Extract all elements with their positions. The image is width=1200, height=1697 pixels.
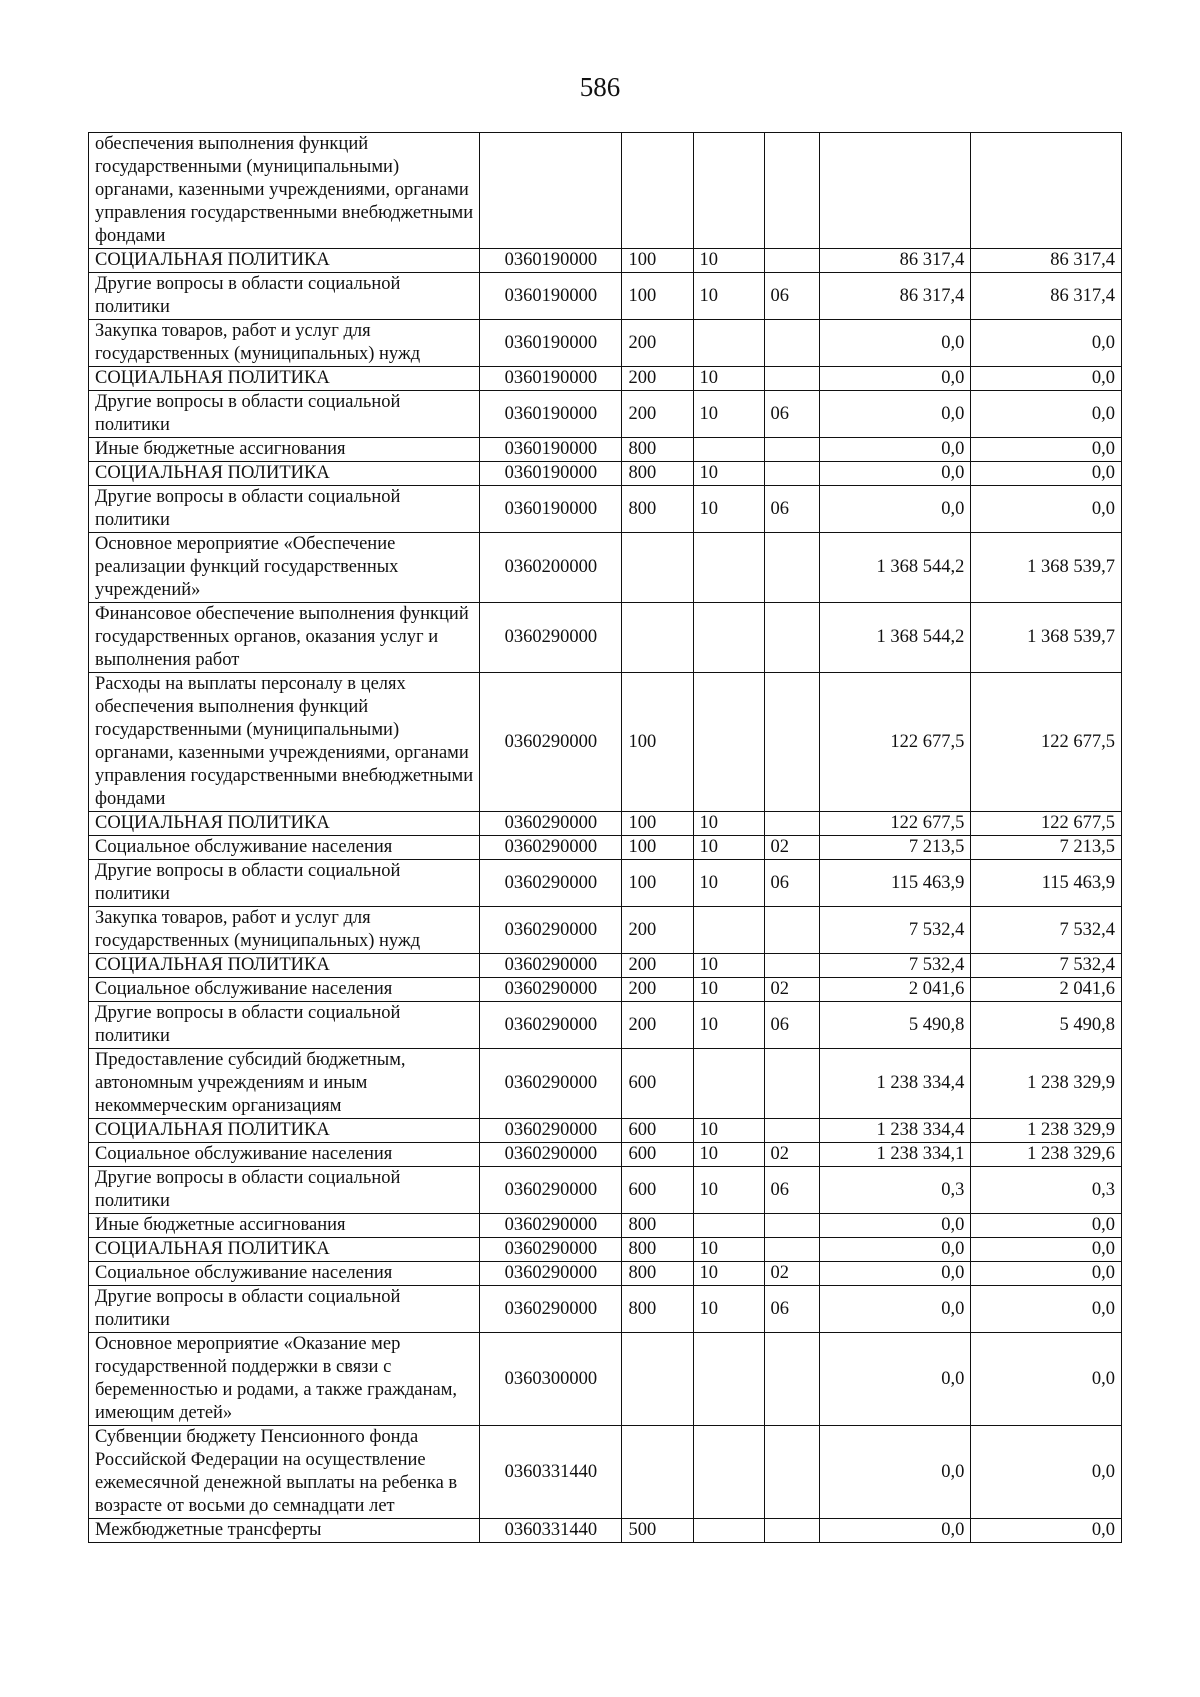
amount-1-cell: 7 532,4: [819, 954, 971, 978]
table-row: [89, 1214, 1122, 1238]
row-name-cell: СОЦИАЛЬНАЯ ПОЛИТИКА: [89, 462, 480, 486]
amount-1-cell: 86 317,4: [819, 273, 971, 320]
amount-2-cell: 0,0: [971, 462, 1122, 486]
expense-type-cell: 100: [622, 249, 693, 273]
amount-1-cell: 86 317,4: [819, 249, 971, 273]
expense-type-cell: [622, 603, 693, 673]
amount-1-cell: 0,0: [819, 1426, 971, 1519]
row-name-cell: Другие вопросы в области социальной политики: [89, 1002, 480, 1049]
amount-1-cell: 122 677,5: [819, 673, 971, 812]
amount-2-cell: 0,0: [971, 391, 1122, 438]
amount-2-cell: 0,0: [971, 1286, 1122, 1333]
section-cell: 10: [693, 1119, 764, 1143]
expense-type-cell: 200: [622, 320, 693, 367]
expense-type-cell: 600: [622, 1167, 693, 1214]
table-row: [89, 533, 1122, 603]
subsection-cell: [764, 1049, 819, 1119]
table-row: [89, 1262, 1122, 1286]
section-cell: 10: [693, 1167, 764, 1214]
subsection-cell: [764, 1426, 819, 1519]
expense-type-cell: 600: [622, 1143, 693, 1167]
expense-type-cell: [622, 533, 693, 603]
expense-type-cell: 500: [622, 1519, 693, 1543]
amount-2-cell: 0,0: [971, 1519, 1122, 1543]
target-article-cell: [480, 133, 622, 249]
row-name-cell: Субвенции бюджету Пенсионного фонда Российской Федерации на осуществление ежемесячной денежной выплаты на ребенка в возрасте от восьми до семнадцати лет: [89, 1426, 480, 1519]
table-row: [89, 249, 1122, 273]
subsection-cell: 06: [764, 486, 819, 533]
subsection-cell: 02: [764, 978, 819, 1002]
expense-type-cell: 800: [622, 462, 693, 486]
subsection-cell: [764, 954, 819, 978]
row-name-cell: СОЦИАЛЬНАЯ ПОЛИТИКА: [89, 954, 480, 978]
section-cell: 10: [693, 1143, 764, 1167]
row-name-cell: Основное мероприятие «Оказание мер государственной поддержки в связи с беременностью и родами, а также гражданам, имеющим детей»: [89, 1333, 480, 1426]
subsection-cell: 06: [764, 1286, 819, 1333]
section-cell: 10: [693, 249, 764, 273]
section-cell: 10: [693, 1238, 764, 1262]
row-name-cell: обеспечения выполнения функций государственными (муниципальными) органами, казенными учреждениями, органами управления государственными внебюджетными фондами: [89, 133, 480, 249]
section-cell: 10: [693, 1262, 764, 1286]
expense-type-cell: 200: [622, 391, 693, 438]
expense-type-cell: 600: [622, 1119, 693, 1143]
row-name-cell: Другие вопросы в области социальной политики: [89, 273, 480, 320]
amount-1-cell: 7 532,4: [819, 907, 971, 954]
row-name-cell: СОЦИАЛЬНАЯ ПОЛИТИКА: [89, 1238, 480, 1262]
expense-type-cell: 100: [622, 836, 693, 860]
section-cell: [693, 133, 764, 249]
target-article-cell: 0360290000: [480, 978, 622, 1002]
target-article-cell: 0360290000: [480, 954, 622, 978]
amount-1-cell: 0,0: [819, 1214, 971, 1238]
target-article-cell: 0360290000: [480, 907, 622, 954]
row-name-cell: Другие вопросы в области социальной политики: [89, 391, 480, 438]
amount-1-cell: 0,0: [819, 320, 971, 367]
amount-1-cell: 115 463,9: [819, 860, 971, 907]
expense-type-cell: 800: [622, 1262, 693, 1286]
expense-type-cell: 100: [622, 673, 693, 812]
subsection-cell: [764, 1214, 819, 1238]
table-row: [89, 673, 1122, 812]
expense-type-cell: 800: [622, 438, 693, 462]
table-row: [89, 1167, 1122, 1214]
subsection-cell: [764, 133, 819, 249]
row-name-cell: СОЦИАЛЬНАЯ ПОЛИТИКА: [89, 812, 480, 836]
target-article-cell: 0360190000: [480, 249, 622, 273]
table-row: [89, 836, 1122, 860]
row-name-cell: Другие вопросы в области социальной политики: [89, 860, 480, 907]
table-row: [89, 978, 1122, 1002]
amount-2-cell: 2 041,6: [971, 978, 1122, 1002]
amount-2-cell: 1 238 329,9: [971, 1049, 1122, 1119]
table-row: [89, 273, 1122, 320]
subsection-cell: [764, 1519, 819, 1543]
target-article-cell: 0360290000: [480, 1002, 622, 1049]
row-name-cell: Социальное обслуживание населения: [89, 1262, 480, 1286]
amount-1-cell: 0,0: [819, 1286, 971, 1333]
section-cell: 10: [693, 273, 764, 320]
row-name-cell: Финансовое обеспечение выполнения функций государственных органов, оказания услуг и выполнения работ: [89, 603, 480, 673]
table-row: [89, 1119, 1122, 1143]
row-name-cell: Иные бюджетные ассигнования: [89, 438, 480, 462]
target-article-cell: 0360190000: [480, 462, 622, 486]
target-article-cell: 0360290000: [480, 1262, 622, 1286]
subsection-cell: 02: [764, 836, 819, 860]
amount-2-cell: 5 490,8: [971, 1002, 1122, 1049]
expense-type-cell: 600: [622, 1049, 693, 1119]
section-cell: [693, 1519, 764, 1543]
subsection-cell: [764, 1119, 819, 1143]
amount-2-cell: 1 368 539,7: [971, 603, 1122, 673]
subsection-cell: [764, 462, 819, 486]
amount-1-cell: 0,0: [819, 1519, 971, 1543]
amount-1-cell: 0,0: [819, 486, 971, 533]
amount-1-cell: 1 368 544,2: [819, 603, 971, 673]
amount-2-cell: 0,0: [971, 486, 1122, 533]
target-article-cell: 0360290000: [480, 1214, 622, 1238]
table-row: [89, 1333, 1122, 1426]
target-article-cell: 0360190000: [480, 320, 622, 367]
expense-type-cell: 800: [622, 1286, 693, 1333]
expense-type-cell: 200: [622, 978, 693, 1002]
amount-1-cell: 122 677,5: [819, 812, 971, 836]
table-row: [89, 486, 1122, 533]
amount-1-cell: 0,0: [819, 1262, 971, 1286]
target-article-cell: 0360290000: [480, 1049, 622, 1119]
subsection-cell: [764, 603, 819, 673]
amount-2-cell: 86 317,4: [971, 249, 1122, 273]
amount-1-cell: 0,0: [819, 462, 971, 486]
amount-1-cell: 0,0: [819, 367, 971, 391]
amount-1-cell: 0,0: [819, 391, 971, 438]
table-row: [89, 1519, 1122, 1543]
row-name-cell: Межбюджетные трансферты: [89, 1519, 480, 1543]
amount-1-cell: 2 041,6: [819, 978, 971, 1002]
target-article-cell: 0360290000: [480, 1286, 622, 1333]
expense-type-cell: 200: [622, 367, 693, 391]
target-article-cell: 0360290000: [480, 812, 622, 836]
amount-2-cell: 1 238 329,9: [971, 1119, 1122, 1143]
table-row: [89, 320, 1122, 367]
target-article-cell: 0360190000: [480, 438, 622, 462]
amount-2-cell: 1 368 539,7: [971, 533, 1122, 603]
row-name-cell: СОЦИАЛЬНАЯ ПОЛИТИКА: [89, 367, 480, 391]
expense-type-cell: 800: [622, 1238, 693, 1262]
amount-1-cell: 0,0: [819, 438, 971, 462]
row-name-cell: СОЦИАЛЬНАЯ ПОЛИТИКА: [89, 1119, 480, 1143]
subsection-cell: [764, 367, 819, 391]
amount-1-cell: 7 213,5: [819, 836, 971, 860]
section-cell: 10: [693, 462, 764, 486]
target-article-cell: 0360190000: [480, 486, 622, 533]
expense-type-cell: 800: [622, 1214, 693, 1238]
subsection-cell: 06: [764, 391, 819, 438]
expense-type-cell: 200: [622, 907, 693, 954]
table-row: [89, 438, 1122, 462]
budget-table: [88, 132, 1122, 1543]
expense-type-cell: [622, 1333, 693, 1426]
section-cell: 10: [693, 1002, 764, 1049]
row-name-cell: СОЦИАЛЬНАЯ ПОЛИТИКА: [89, 249, 480, 273]
section-cell: 10: [693, 367, 764, 391]
amount-2-cell: 0,0: [971, 438, 1122, 462]
table-row: [89, 1143, 1122, 1167]
page-number: 586: [579, 72, 621, 102]
table-row: [89, 812, 1122, 836]
target-article-cell: 0360290000: [480, 603, 622, 673]
subsection-cell: [764, 1238, 819, 1262]
subsection-cell: [764, 1333, 819, 1426]
amount-2-cell: 0,0: [971, 1214, 1122, 1238]
section-cell: [693, 438, 764, 462]
amount-2-cell: 7 532,4: [971, 954, 1122, 978]
expense-type-cell: 100: [622, 273, 693, 320]
expense-type-cell: 200: [622, 1002, 693, 1049]
section-cell: 10: [693, 978, 764, 1002]
subsection-cell: [764, 907, 819, 954]
section-cell: 10: [693, 954, 764, 978]
expense-type-cell: 800: [622, 486, 693, 533]
table-row: [89, 1049, 1122, 1119]
row-name-cell: Расходы на выплаты персоналу в целях обеспечения выполнения функций государственными (муниципальными) органами, казенными учреждениями, органами управления государственными внебюджетными фондами: [89, 673, 480, 812]
target-article-cell: 0360290000: [480, 860, 622, 907]
budget-table-body: [89, 133, 1122, 1543]
expense-type-cell: 100: [622, 812, 693, 836]
amount-1-cell: 1 368 544,2: [819, 533, 971, 603]
target-article-cell: 0360290000: [480, 1167, 622, 1214]
table-row: [89, 1426, 1122, 1519]
row-name-cell: Другие вопросы в области социальной политики: [89, 1286, 480, 1333]
expense-type-cell: 100: [622, 860, 693, 907]
section-cell: 10: [693, 836, 764, 860]
target-article-cell: 0360190000: [480, 367, 622, 391]
amount-2-cell: 0,3: [971, 1167, 1122, 1214]
section-cell: [693, 673, 764, 812]
row-name-cell: Закупка товаров, работ и услуг для государственных (муниципальных) нужд: [89, 907, 480, 954]
target-article-cell: 0360200000: [480, 533, 622, 603]
amount-2-cell: 0,0: [971, 320, 1122, 367]
section-cell: 10: [693, 860, 764, 907]
amount-2-cell: 115 463,9: [971, 860, 1122, 907]
expense-type-cell: [622, 133, 693, 249]
table-row: [89, 860, 1122, 907]
amount-2-cell: 7 213,5: [971, 836, 1122, 860]
subsection-cell: 02: [764, 1143, 819, 1167]
section-cell: [693, 603, 764, 673]
table-row: [89, 907, 1122, 954]
table-row: [89, 954, 1122, 978]
target-article-cell: 0360290000: [480, 673, 622, 812]
target-article-cell: 0360331440: [480, 1519, 622, 1543]
table-row: [89, 603, 1122, 673]
table-row: [89, 133, 1122, 249]
section-cell: [693, 1049, 764, 1119]
amount-2-cell: 0,0: [971, 1238, 1122, 1262]
subsection-cell: 06: [764, 1167, 819, 1214]
amount-2-cell: 0,0: [971, 1426, 1122, 1519]
section-cell: [693, 533, 764, 603]
subsection-cell: [764, 533, 819, 603]
subsection-cell: 06: [764, 273, 819, 320]
section-cell: [693, 1426, 764, 1519]
amount-2-cell: 7 532,4: [971, 907, 1122, 954]
amount-2-cell: 0,0: [971, 1262, 1122, 1286]
section-cell: 10: [693, 812, 764, 836]
amount-2-cell: 0,0: [971, 1333, 1122, 1426]
row-name-cell: Предоставление субсидий бюджетным, автономным учреждениям и иным некоммерческим организациям: [89, 1049, 480, 1119]
table-row: [89, 1238, 1122, 1262]
row-name-cell: Иные бюджетные ассигнования: [89, 1214, 480, 1238]
table-row: [89, 1286, 1122, 1333]
subsection-cell: [764, 438, 819, 462]
row-name-cell: Закупка товаров, работ и услуг для государственных (муниципальных) нужд: [89, 320, 480, 367]
subsection-cell: 06: [764, 1002, 819, 1049]
target-article-cell: 0360190000: [480, 273, 622, 320]
row-name-cell: Социальное обслуживание населения: [89, 978, 480, 1002]
expense-type-cell: [622, 1426, 693, 1519]
amount-2-cell: 122 677,5: [971, 673, 1122, 812]
target-article-cell: 0360290000: [480, 1119, 622, 1143]
target-article-cell: 0360300000: [480, 1333, 622, 1426]
row-name-cell: Социальное обслуживание населения: [89, 836, 480, 860]
target-article-cell: 0360290000: [480, 836, 622, 860]
section-cell: 10: [693, 1286, 764, 1333]
row-name-cell: Другие вопросы в области социальной политики: [89, 486, 480, 533]
section-cell: [693, 1333, 764, 1426]
subsection-cell: [764, 812, 819, 836]
row-name-cell: Социальное обслуживание населения: [89, 1143, 480, 1167]
table-row: [89, 1002, 1122, 1049]
subsection-cell: 06: [764, 860, 819, 907]
target-article-cell: 0360190000: [480, 391, 622, 438]
amount-2-cell: 122 677,5: [971, 812, 1122, 836]
amount-1-cell: 5 490,8: [819, 1002, 971, 1049]
target-article-cell: 0360290000: [480, 1143, 622, 1167]
amount-1-cell: 0,3: [819, 1167, 971, 1214]
amount-1-cell: [819, 133, 971, 249]
amount-2-cell: 1 238 329,6: [971, 1143, 1122, 1167]
subsection-cell: [764, 249, 819, 273]
section-cell: [693, 320, 764, 367]
amount-2-cell: [971, 133, 1122, 249]
amount-2-cell: 86 317,4: [971, 273, 1122, 320]
target-article-cell: 0360290000: [480, 1238, 622, 1262]
subsection-cell: 02: [764, 1262, 819, 1286]
subsection-cell: [764, 673, 819, 812]
section-cell: [693, 907, 764, 954]
table-row: [89, 391, 1122, 438]
row-name-cell: Другие вопросы в области социальной политики: [89, 1167, 480, 1214]
amount-1-cell: 0,0: [819, 1333, 971, 1426]
section-cell: [693, 1214, 764, 1238]
expense-type-cell: 200: [622, 954, 693, 978]
target-article-cell: 0360331440: [480, 1426, 622, 1519]
amount-1-cell: 0,0: [819, 1238, 971, 1262]
amount-1-cell: 1 238 334,1: [819, 1143, 971, 1167]
table-row: [89, 462, 1122, 486]
amount-2-cell: 0,0: [971, 367, 1122, 391]
section-cell: 10: [693, 486, 764, 533]
amount-1-cell: 1 238 334,4: [819, 1119, 971, 1143]
amount-1-cell: 1 238 334,4: [819, 1049, 971, 1119]
section-cell: 10: [693, 391, 764, 438]
subsection-cell: [764, 320, 819, 367]
row-name-cell: Основное мероприятие «Обеспечение реализации функций государственных учреждений»: [89, 533, 480, 603]
table-row: [89, 367, 1122, 391]
